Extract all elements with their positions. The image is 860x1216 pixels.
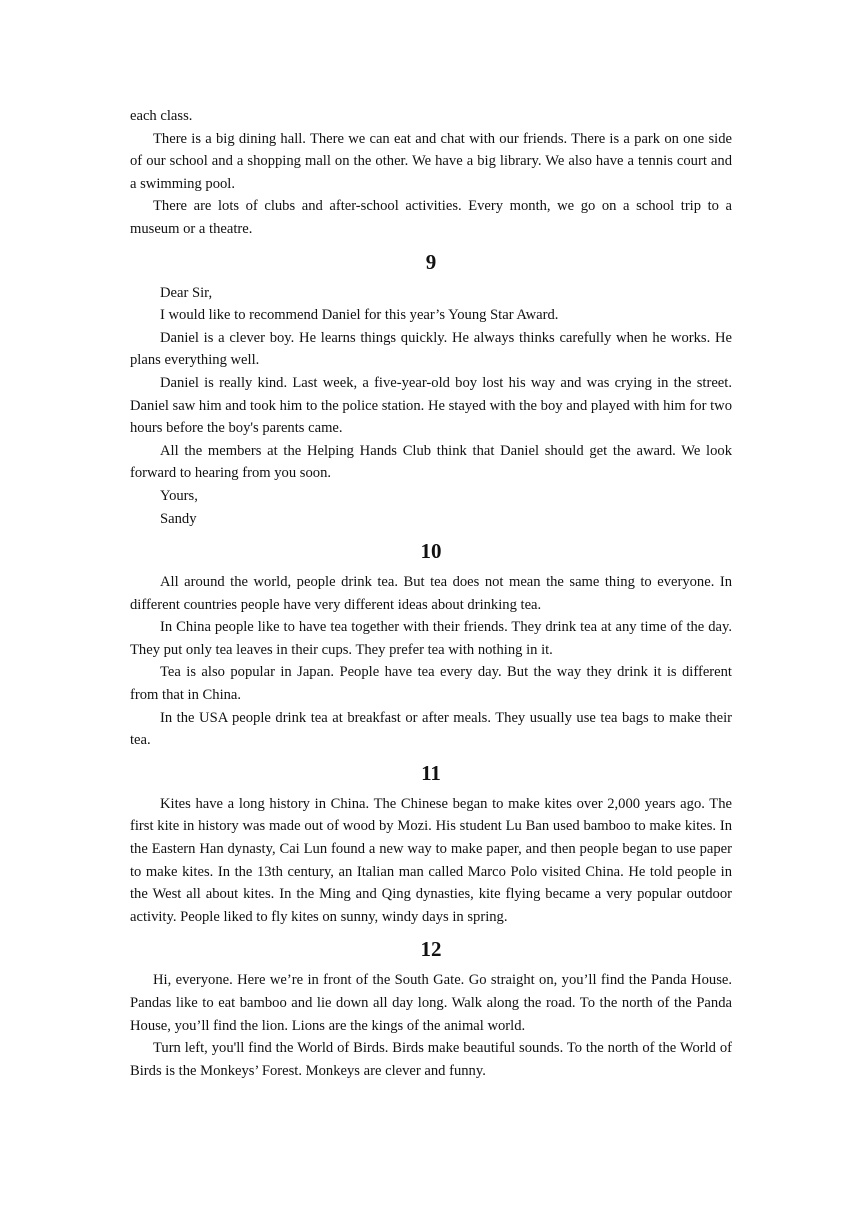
paragraph: Sandy <box>160 510 197 527</box>
paragraph: each class. <box>130 108 193 124</box>
section-number: 11 <box>421 760 441 785</box>
paragraph: Yours, <box>160 487 198 504</box>
passage-11 <box>130 759 732 929</box>
passage-10 <box>130 537 732 752</box>
document-page <box>130 105 732 1082</box>
paragraph: In the USA people drink tea at breakfast or after meals. They usually use tea bags to make their tea. <box>130 709 732 749</box>
paragraph: In China people like to have tea together with their friends. They drink tea at any time of the day. They put only tea leaves in their cups. They prefer tea with nothing in it. <box>130 619 732 658</box>
section-number: 10 <box>420 539 442 564</box>
paragraph: I would like to recommend Daniel for this year’s Young Star Award. <box>160 307 559 324</box>
section-number: 12 <box>420 937 442 962</box>
paragraph: There are lots of clubs and after-school activities. Every month, we go on a school trip to a museum or a theatre. <box>130 198 732 237</box>
section-number: 9 <box>425 249 437 274</box>
paragraph: Tea is also popular in Japan. People have tea every day. But the way they drink it is different from that in China. <box>130 664 732 704</box>
paragraph: Daniel is really kind. Last week, a five-year-old boy lost his way and was crying in the street. Daniel saw him and took him to the police station. He stayed with the boy and played with him for two hours before the boy's parents came. <box>130 374 732 437</box>
paragraph: There is a big dining hall. There we can eat and chat with our friends. There is a park on one side of our school and a shopping mall on the other. We have a big library. We also have a tennis court and a swimming pool. <box>130 130 732 192</box>
paragraph: Dear Sir, <box>160 284 213 301</box>
paragraph: Hi, everyone. Here we’re in front of the South Gate. Go straight on, you’ll find the Panda House. Pandas like to eat bamboo and lie down all day long. Walk along the road. To the north of the Panda House, you’ll find the lion. Lions are the kings of the animal world. <box>130 972 732 1034</box>
paragraph: All the members at the Helping Hands Club think that Daniel should get the award. We look forward to hearing from you soon. <box>130 442 732 482</box>
paragraph: Kites have a long history in China. The Chinese began to make kites over 2,000 years ago. The first kite in history was made out of wood by Mozi. His student Lu Ban used bamboo to make kites. In the Eastern Han dynasty, Cai Lun found a new way to make paper, and then people began to use paper to make kites. In the 13th century, an Italian man called Marco Polo visited China. He told people in the West all about kites. In the Ming and Qing dynasties, kite flying became a very popular outdoor activity. People liked to fly kites on sunny, windy days in spring. <box>130 795 732 925</box>
passage-12 <box>130 935 732 1082</box>
paragraph: Turn left, you'll find the World of Birds. Birds make beautiful sounds. To the north of the World of Birds is the Monkeys’ Forest. Monkeys are clever and funny. <box>130 1040 732 1079</box>
intro-passage <box>130 105 732 241</box>
paragraph: Daniel is a clever boy. He learns things quickly. He always thinks carefully when he works. He plans everything well. <box>130 329 732 369</box>
paragraph: All around the world, people drink tea. But tea does not mean the same thing to everyone. In different countries people have very different ideas about drinking tea. <box>130 574 732 613</box>
passage-9 <box>130 248 732 531</box>
